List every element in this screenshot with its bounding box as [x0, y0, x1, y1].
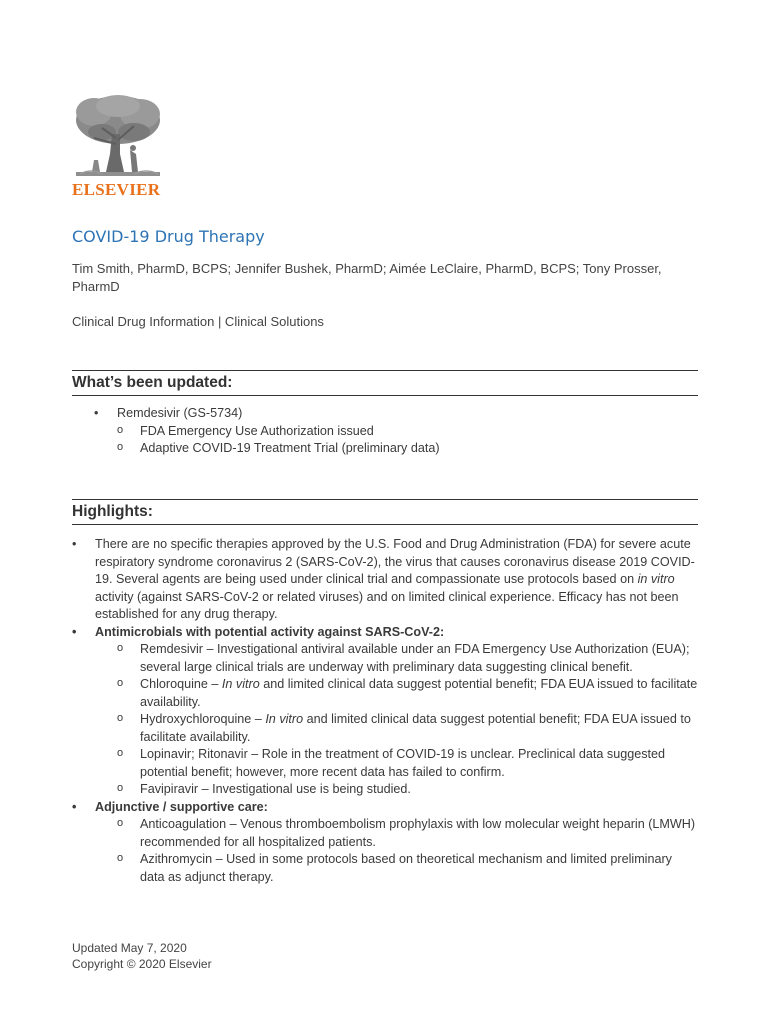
updated-list: [72, 405, 698, 458]
intro-text-a: There are no specific therapies approved by the U.S. Food and Drug Administration (FDA) for severe acute respiratory syndrome coronavirus 2 (SARS-CoV-2), the virus that causes coronavirus disease 2019 COVID-19. Several agents are being used under clinical trial and compassionate use protocols based on: [95, 537, 695, 586]
copyright: Copyright © 2020 Elsevier: [72, 957, 212, 971]
updated-subitem: Adaptive COVID-19 Treatment Trial (preliminary data): [140, 441, 440, 455]
list-item: [72, 781, 698, 799]
list-item: [72, 536, 698, 624]
highlights-heading: Highlights:: [72, 503, 153, 520]
elsevier-logo: [72, 94, 164, 200]
antimicrobials-heading: Antimicrobials with potential activity against SARS-CoV-2:: [95, 624, 445, 639]
updated-subitem: FDA Emergency Use Authorization issued: [140, 423, 374, 438]
list-item: [72, 405, 698, 423]
list-item: [72, 624, 698, 642]
updated-date: Updated May 7, 2020: [72, 941, 187, 955]
hydroxychloroquine-text-a: Hydroxychloroquine –: [140, 712, 266, 726]
list-item: [72, 746, 698, 781]
list-item: [72, 711, 698, 746]
bullet-circle: o: [117, 747, 124, 759]
hydroxychloroquine-text-em: In vitro: [265, 712, 304, 726]
azithromycin-text: Azithromycin – Used in some protocols based on theoretical mechanism and limited preliminary data as adjunct therapy.: [140, 852, 672, 884]
list-item: [72, 676, 698, 711]
bullet-circle: o: [117, 677, 124, 689]
updated-section-header: [72, 370, 698, 396]
chloroquine-text-em: In vitro: [221, 677, 260, 691]
highlights-list: [72, 536, 698, 886]
list-item: [72, 816, 698, 851]
bullet-disc: •: [72, 537, 77, 551]
list-item: [72, 423, 698, 441]
bullet-circle: o: [117, 642, 124, 654]
footer: [72, 940, 212, 972]
highlights-section-header: [72, 499, 698, 525]
favipiravir-text: Favipiravir – Investigational use is being studied.: [140, 782, 411, 796]
elsevier-wordmark: ELSEVIER: [72, 180, 161, 199]
bullet-circle: o: [117, 441, 124, 453]
chloroquine-text-a: Chloroquine –: [140, 677, 222, 691]
elsevier-tree-icon: [72, 94, 164, 180]
bullet-disc: •: [72, 624, 77, 639]
updated-heading: What’s been updated:: [72, 374, 233, 391]
authors: Tim Smith, PharmD, BCPS; Jennifer Bushek, PharmD; Aimée LeClaire, PharmD, BCPS; Tony Prosser, PharmD: [72, 261, 662, 294]
intro-text-b: activity (against SARS-CoV-2 or related viruses) and on limited clinical experience. Efficacy has not been established for any drug therapy.: [95, 589, 679, 621]
list-item: [72, 851, 698, 886]
bullet-circle: o: [117, 817, 124, 829]
hydroxychloroquine-text-b: and limited clinical data suggest potential benefit; FDA EUA issued to facilitate availability.: [140, 712, 691, 744]
lopinavir-text: Lopinavir; Ritonavir – Role in the treatment of COVID-19 is unclear. Preclinical data suggested potential benefit; however, more recent data has failed to confirm.: [140, 747, 666, 779]
document-title: COVID-19 Drug Therapy: [72, 226, 265, 246]
adjunctive-heading: Adjunctive / supportive care:: [95, 799, 268, 814]
bullet-circle: o: [117, 782, 124, 794]
intro-text-em: in vitro: [637, 572, 675, 586]
anticoagulation-text: Anticoagulation – Venous thromboembolism prophylaxis with low molecular weight heparin (LMWH) recommended for all hospitalized patients.: [140, 817, 696, 849]
bullet-disc: •: [94, 406, 99, 420]
department-line: Clinical Drug Information | Clinical Solutions: [72, 314, 324, 329]
list-item: [72, 440, 698, 458]
chloroquine-text-b: and limited clinical data suggest potential benefit; FDA EUA issued to facilitate availability.: [140, 677, 698, 709]
remdesivir-text: Remdesivir – Investigational antiviral available under an FDA Emergency Use Authorization (EUA); several large clinical trials are underway with preliminary data suggesting clinical benefit.: [140, 642, 690, 674]
list-item: [72, 799, 698, 817]
bullet-circle: o: [117, 712, 124, 724]
bullet-circle: o: [117, 423, 124, 436]
bullet-disc: •: [72, 799, 77, 814]
list-item: [72, 641, 698, 676]
bullet-circle: o: [117, 852, 124, 864]
updated-item: Remdesivir (GS-5734): [117, 406, 243, 420]
